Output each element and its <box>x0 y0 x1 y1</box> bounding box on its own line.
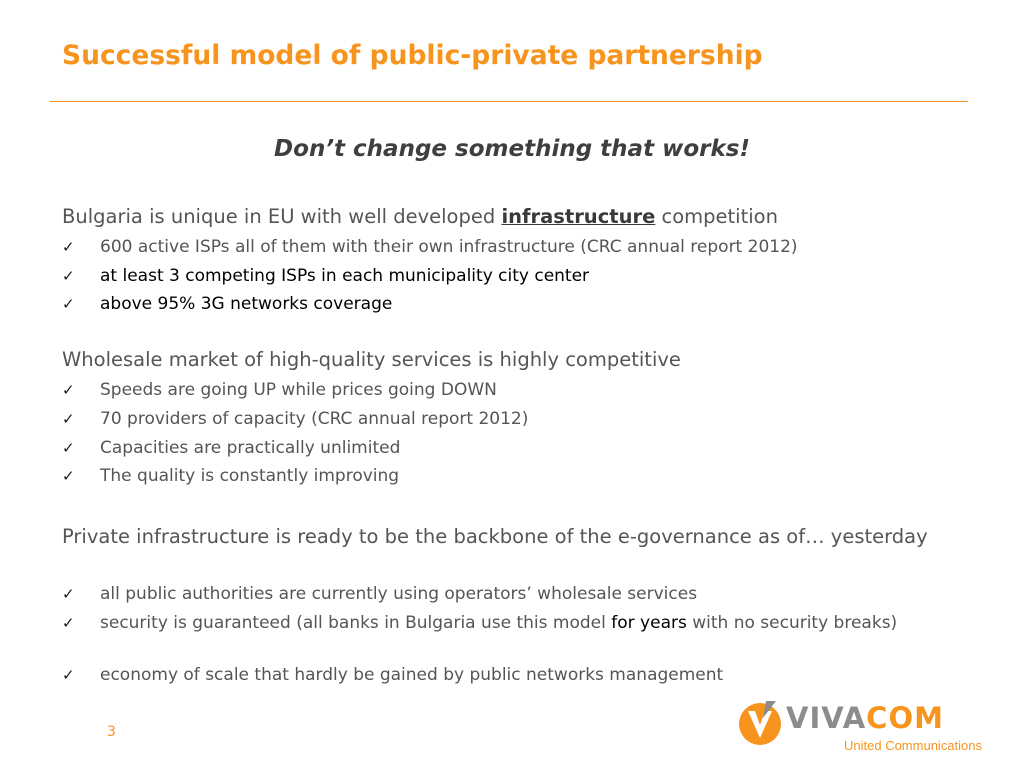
section1-heading-tail: competition <box>655 205 778 228</box>
check-icon: ✓ <box>62 585 75 603</box>
section3-bullet-1-text: all public authorities are currently using operators’ wholesale services <box>100 584 698 604</box>
check-icon: ✓ <box>62 439 75 457</box>
section3-bullet-2-text: security is guaranteed (all banks in Bulgaria use this model <box>100 613 612 633</box>
section1-heading-emphasis: infrastructure <box>501 205 656 228</box>
section2-bullet-2 <box>62 408 528 431</box>
section2-bullet-3-text: Capacities are practically unlimited <box>100 438 401 458</box>
check-icon: ✓ <box>62 295 75 313</box>
section1-bullet-3 <box>62 293 392 316</box>
check-icon: ✓ <box>62 267 75 285</box>
section2-bullet-4-text: The quality is constantly improving <box>100 466 400 486</box>
section2-bullet-1 <box>62 379 497 402</box>
logo-wordmark-part2: COM <box>866 701 944 735</box>
section1-heading-text: Bulgaria is unique in EU with well developed <box>62 205 502 228</box>
section1-bullet-1 <box>62 236 798 259</box>
logo-tagline: United Communications <box>844 738 983 753</box>
vivacom-logo <box>736 698 988 758</box>
section3-bullet-1 <box>62 583 697 606</box>
section3-heading: Private infrastructure is ready to be the backbone of the e-governance as of… yesterday <box>62 525 928 548</box>
slide-title: Successful model of public-private partnership <box>62 40 763 71</box>
section2-bullet-2-text: 70 providers of capacity (CRC annual report 2012) <box>100 409 529 429</box>
section2-bullet-1-text: Speeds are going UP while prices going DOWN <box>100 380 497 400</box>
section1-heading <box>62 205 778 229</box>
section2-heading: Wholesale market of high-quality services is highly competitive <box>62 348 681 371</box>
section1-bullet-2-text: at least 3 competing ISPs in each municipality city center <box>100 266 590 286</box>
slide-subtitle: Don’t change something that works! <box>274 136 750 162</box>
section3-bullet-3 <box>62 664 723 687</box>
check-icon: ✓ <box>62 238 75 256</box>
check-icon: ✓ <box>62 666 75 684</box>
logo-wordmark-part1: VIVA <box>786 701 867 735</box>
section1-bullet-2 <box>62 265 589 288</box>
vivacom-v-mark-icon <box>736 698 784 748</box>
section2-bullet-3 <box>62 437 400 460</box>
section3-bullet-2-tail: with no security breaks) <box>686 613 898 633</box>
section2-bullet-4 <box>62 465 399 488</box>
check-icon: ✓ <box>62 614 75 632</box>
section1-bullet-1-text: 600 active ISPs all of them with their own infrastructure (CRC annual report 2012) <box>100 237 798 257</box>
check-icon: ✓ <box>62 381 75 399</box>
section3-bullet-3-text: economy of scale that hardly be gained by public networks management <box>100 665 724 685</box>
title-divider <box>50 101 968 102</box>
section3-bullet-2 <box>62 612 968 635</box>
logo-wordmark <box>786 702 944 734</box>
page-number: 3 <box>107 724 116 740</box>
check-icon: ✓ <box>62 410 75 428</box>
section3-bullet-2-highlight: for years <box>611 613 687 633</box>
check-icon: ✓ <box>62 467 75 485</box>
section1-bullet-3-text: above 95% 3G networks coverage <box>100 294 393 314</box>
